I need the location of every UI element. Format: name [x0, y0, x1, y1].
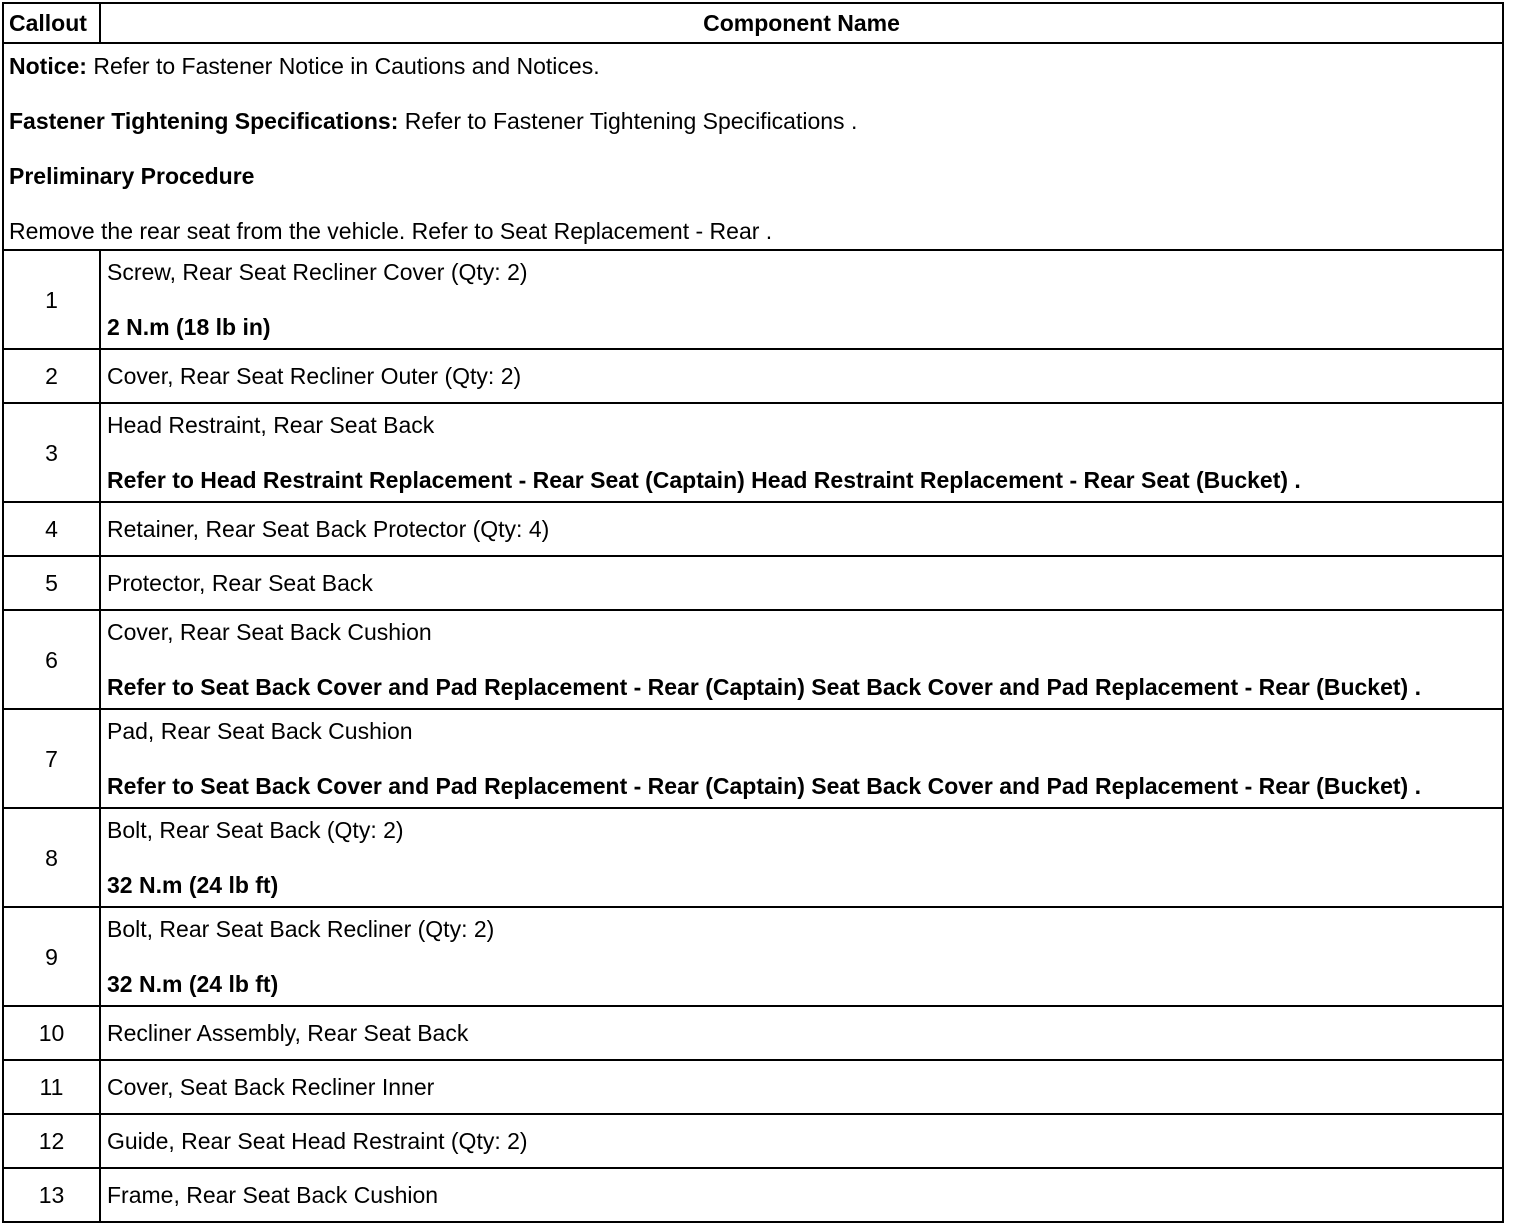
callout-number: 8: [3, 808, 100, 907]
table-row: [3, 556, 1503, 610]
table-row: [3, 1114, 1503, 1168]
fastener-spec-paragraph: [9, 107, 1497, 135]
component-rows: [3, 250, 1503, 1222]
component-name: Head Restraint, Rear Seat Back: [107, 412, 435, 438]
table-row: [3, 403, 1503, 502]
component-name-cell: [100, 1114, 1503, 1168]
callout-number: 13: [3, 1168, 100, 1222]
component-name-cell: [100, 709, 1503, 808]
component-name-cell: [100, 556, 1503, 610]
component-name-cell: [100, 907, 1503, 1006]
component-name-cell: [100, 1060, 1503, 1114]
component-spec: Refer to Seat Back Cover and Pad Replacement - Rear (Captain) Seat Back Cover and Pad Replacement - Rear (Bucket) .: [107, 773, 1421, 799]
callout-number: 12: [3, 1114, 100, 1168]
table-row: [3, 349, 1503, 403]
table-row: [3, 907, 1503, 1006]
component-spec: 32 N.m (24 lb ft): [107, 971, 279, 997]
component-spec: 2 N.m (18 lb in): [107, 314, 271, 340]
callout-number: 6: [3, 610, 100, 709]
callout-column-header: Callout: [3, 3, 100, 43]
component-name-cell: [100, 403, 1503, 502]
preliminary-procedure-text: Remove the rear seat from the vehicle. Refer to Seat Replacement - Rear .: [9, 218, 773, 244]
component-name: Cover, Rear Seat Recliner Outer (Qty: 2): [107, 363, 522, 389]
component-name: Pad, Rear Seat Back Cushion: [107, 718, 413, 744]
component-name-cell: [100, 808, 1503, 907]
callout-number: 10: [3, 1006, 100, 1060]
callout-number: 1: [3, 250, 100, 349]
table-row: [3, 1168, 1503, 1222]
component-name: Recliner Assembly, Rear Seat Back: [107, 1020, 469, 1046]
callout-number: 11: [3, 1060, 100, 1114]
component-name-cell: [100, 1006, 1503, 1060]
component-name-cell: [100, 1168, 1503, 1222]
component-name: Cover, Rear Seat Back Cushion: [107, 619, 432, 645]
fastener-spec-text: Refer to Fastener Tightening Specifications .: [398, 108, 858, 134]
notice-paragraph: [9, 52, 1497, 80]
fastener-spec-label: Fastener Tightening Specifications:: [9, 108, 399, 134]
callout-number: 7: [3, 709, 100, 808]
table-row: [3, 709, 1503, 808]
notes-cell: [3, 43, 1503, 250]
table-row: [3, 1006, 1503, 1060]
callout-number: 9: [3, 907, 100, 1006]
table-row: [3, 808, 1503, 907]
notice-label: Notice:: [9, 53, 87, 79]
callout-number: 5: [3, 556, 100, 610]
table-row: [3, 1060, 1503, 1114]
component-name-column-header: Component Name: [100, 3, 1503, 43]
component-spec: Refer to Seat Back Cover and Pad Replacement - Rear (Captain) Seat Back Cover and Pad Replacement - Rear (Bucket) .: [107, 674, 1421, 700]
component-name: Protector, Rear Seat Back: [107, 570, 373, 596]
component-spec: Refer to Head Restraint Replacement - Rear Seat (Captain) Head Restraint Replacement - Rear Seat (Bucket) .: [107, 467, 1301, 493]
callout-number: 2: [3, 349, 100, 403]
notice-text: Refer to Fastener Notice in Cautions and Notices.: [86, 53, 600, 79]
table-row: [3, 502, 1503, 556]
notes-row: [3, 43, 1503, 250]
component-spec: 32 N.m (24 lb ft): [107, 872, 279, 898]
component-name: Screw, Rear Seat Recliner Cover (Qty: 2): [107, 259, 528, 285]
component-name: Bolt, Rear Seat Back (Qty: 2): [107, 817, 404, 843]
parts-table: [2, 2, 1504, 1223]
component-name-cell: [100, 349, 1503, 403]
preliminary-procedure-heading: Preliminary Procedure: [9, 163, 255, 189]
component-name: Frame, Rear Seat Back Cushion: [107, 1182, 439, 1208]
component-name: Bolt, Rear Seat Back Recliner (Qty: 2): [107, 916, 495, 942]
component-name-cell: [100, 502, 1503, 556]
component-name: Guide, Rear Seat Head Restraint (Qty: 2): [107, 1128, 528, 1154]
component-name-cell: [100, 250, 1503, 349]
callout-number: 3: [3, 403, 100, 502]
header-row: [3, 3, 1503, 43]
table-row: [3, 250, 1503, 349]
component-name: Cover, Seat Back Recliner Inner: [107, 1074, 435, 1100]
table-row: [3, 610, 1503, 709]
callout-number: 4: [3, 502, 100, 556]
component-name-cell: [100, 610, 1503, 709]
component-name: Retainer, Rear Seat Back Protector (Qty: 4): [107, 516, 550, 542]
